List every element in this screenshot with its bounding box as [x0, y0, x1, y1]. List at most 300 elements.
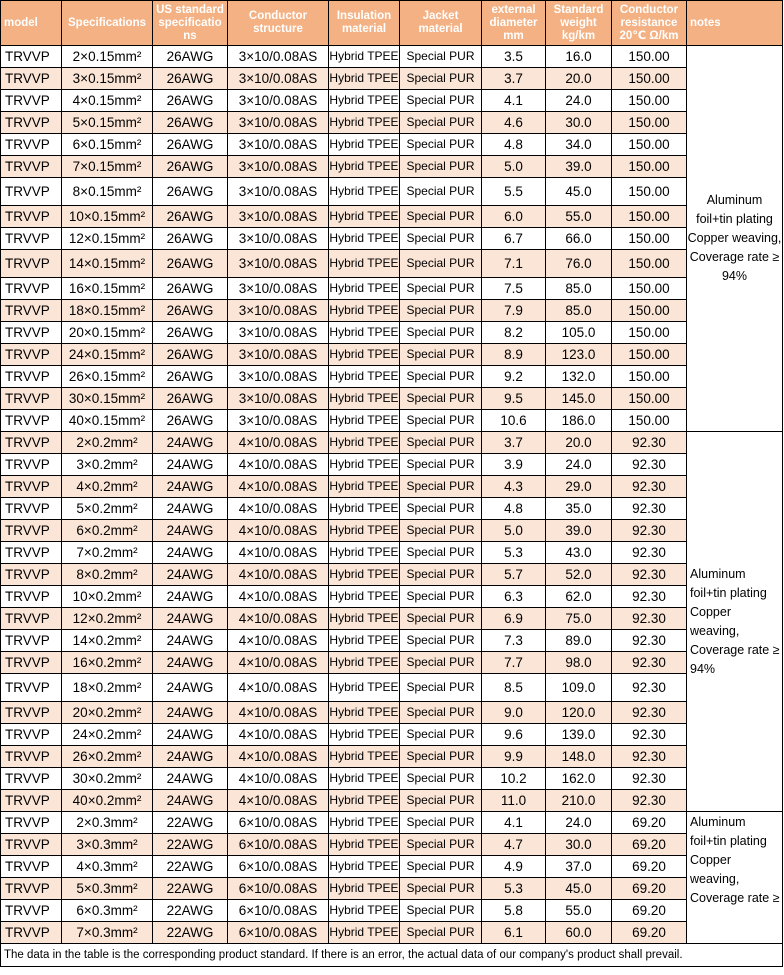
footer-row: [1, 944, 783, 967]
cell-weight: 24.0: [546, 454, 612, 476]
table-row: [1, 812, 783, 834]
cell-insulation: Hybrid TPEE: [329, 856, 400, 878]
cell-diameter: 4.6: [482, 112, 546, 134]
cell-weight: 98.0: [546, 652, 612, 674]
cell-weight: 85.0: [546, 278, 612, 300]
table-row: [1, 322, 783, 344]
cell-awg: 22AWG: [153, 812, 228, 834]
cell-conductor-structure: 3×10/0.08AS: [228, 178, 329, 206]
cell-weight: 30.0: [546, 112, 612, 134]
cell-weight: 39.0: [546, 520, 612, 542]
cell-specification: 26×0.2mm²: [62, 746, 153, 768]
cell-awg: 24AWG: [153, 790, 228, 812]
cell-specification: 3×0.15mm²: [62, 68, 153, 90]
table-row: [1, 454, 783, 476]
cell-insulation: Hybrid TPEE: [329, 300, 400, 322]
cell-jacket: Special PUR: [400, 834, 482, 856]
cell-insulation: Hybrid TPEE: [329, 922, 400, 944]
table-row: [1, 134, 783, 156]
cell-model: TRVVP: [1, 300, 62, 322]
cell-diameter: 3.5: [482, 46, 546, 68]
cell-diameter: 9.2: [482, 366, 546, 388]
cell-weight: 85.0: [546, 300, 612, 322]
cell-diameter: 9.5: [482, 388, 546, 410]
cell-model: TRVVP: [1, 746, 62, 768]
cell-weight: 30.0: [546, 834, 612, 856]
cell-model: TRVVP: [1, 366, 62, 388]
cell-diameter: 4.9: [482, 856, 546, 878]
cell-jacket: Special PUR: [400, 388, 482, 410]
cell-diameter: 7.1: [482, 250, 546, 278]
cell-insulation: Hybrid TPEE: [329, 476, 400, 498]
cell-diameter: 4.7: [482, 834, 546, 856]
cell-model: TRVVP: [1, 432, 62, 454]
notes-cell: Aluminum foil+tin plating Copper weaving, Coverage rate ≥: [687, 812, 783, 944]
cell-specification: 10×0.15mm²: [62, 206, 153, 228]
cell-resistance: 150.00: [612, 68, 687, 90]
table-row: [1, 674, 783, 702]
cell-model: TRVVP: [1, 768, 62, 790]
cell-diameter: 9.0: [482, 702, 546, 724]
cell-weight: 55.0: [546, 900, 612, 922]
table-row: [1, 432, 783, 454]
cell-model: TRVVP: [1, 278, 62, 300]
table-row: [1, 68, 783, 90]
cell-weight: 60.0: [546, 922, 612, 944]
cell-resistance: 92.30: [612, 498, 687, 520]
table-row: [1, 652, 783, 674]
header-conductor-resistance: Conductor resistance 20℃ Ω/km: [612, 1, 687, 46]
cell-specification: 2×0.3mm²: [62, 812, 153, 834]
cell-model: TRVVP: [1, 856, 62, 878]
cell-jacket: Special PUR: [400, 630, 482, 652]
cell-jacket: Special PUR: [400, 410, 482, 432]
cell-specification: 3×0.2mm²: [62, 454, 153, 476]
cell-jacket: Special PUR: [400, 112, 482, 134]
header-us-standard: US standard specificatio ns: [153, 1, 228, 46]
cell-awg: 24AWG: [153, 652, 228, 674]
cell-insulation: Hybrid TPEE: [329, 112, 400, 134]
cell-diameter: 4.3: [482, 476, 546, 498]
cell-awg: 26AWG: [153, 278, 228, 300]
cell-jacket: Special PUR: [400, 702, 482, 724]
cell-diameter: 10.2: [482, 768, 546, 790]
cell-diameter: 11.0: [482, 790, 546, 812]
cell-insulation: Hybrid TPEE: [329, 498, 400, 520]
cell-insulation: Hybrid TPEE: [329, 46, 400, 68]
header-specifications: Specifications: [62, 1, 153, 46]
cell-conductor-structure: 4×10/0.08AS: [228, 586, 329, 608]
cell-awg: 26AWG: [153, 366, 228, 388]
cell-resistance: 69.20: [612, 834, 687, 856]
cell-model: TRVVP: [1, 724, 62, 746]
cell-specification: 30×0.15mm²: [62, 388, 153, 410]
cell-weight: 20.0: [546, 68, 612, 90]
cell-weight: 29.0: [546, 476, 612, 498]
cell-weight: 123.0: [546, 344, 612, 366]
cell-diameter: 6.0: [482, 206, 546, 228]
cell-conductor-structure: 4×10/0.08AS: [228, 542, 329, 564]
header-jacket-material: Jacket material: [400, 1, 482, 46]
cell-jacket: Special PUR: [400, 250, 482, 278]
cell-conductor-structure: 3×10/0.08AS: [228, 134, 329, 156]
cell-model: TRVVP: [1, 410, 62, 432]
cell-resistance: 150.00: [612, 112, 687, 134]
cell-specification: 2×0.2mm²: [62, 432, 153, 454]
cell-weight: 186.0: [546, 410, 612, 432]
cell-specification: 40×0.15mm²: [62, 410, 153, 432]
cell-diameter: 6.1: [482, 922, 546, 944]
cell-weight: 34.0: [546, 134, 612, 156]
table-row: [1, 834, 783, 856]
cell-conductor-structure: 3×10/0.08AS: [228, 46, 329, 68]
table-row: [1, 746, 783, 768]
table-row: [1, 520, 783, 542]
cell-specification: 24×0.15mm²: [62, 344, 153, 366]
table-row: [1, 300, 783, 322]
cell-resistance: 150.00: [612, 206, 687, 228]
cell-model: TRVVP: [1, 454, 62, 476]
cell-resistance: 92.30: [612, 768, 687, 790]
cell-insulation: Hybrid TPEE: [329, 520, 400, 542]
cell-weight: 55.0: [546, 206, 612, 228]
table-row: [1, 278, 783, 300]
cell-weight: 76.0: [546, 250, 612, 278]
cell-model: TRVVP: [1, 702, 62, 724]
cell-conductor-structure: 6×10/0.08AS: [228, 812, 329, 834]
cell-conductor-structure: 3×10/0.08AS: [228, 322, 329, 344]
cell-awg: 22AWG: [153, 878, 228, 900]
cell-jacket: Special PUR: [400, 586, 482, 608]
cell-weight: 120.0: [546, 702, 612, 724]
cell-specification: 6×0.15mm²: [62, 134, 153, 156]
cell-resistance: 92.30: [612, 542, 687, 564]
cell-diameter: 5.3: [482, 542, 546, 564]
table-row: [1, 768, 783, 790]
cell-diameter: 4.1: [482, 812, 546, 834]
cell-awg: 26AWG: [153, 206, 228, 228]
cell-jacket: Special PUR: [400, 564, 482, 586]
cell-awg: 24AWG: [153, 520, 228, 542]
cell-insulation: Hybrid TPEE: [329, 178, 400, 206]
cell-specification: 18×0.15mm²: [62, 300, 153, 322]
cell-jacket: Special PUR: [400, 300, 482, 322]
cell-weight: 89.0: [546, 630, 612, 652]
cell-conductor-structure: 6×10/0.08AS: [228, 922, 329, 944]
table-row: [1, 878, 783, 900]
cell-resistance: 150.00: [612, 90, 687, 112]
table-body: [1, 46, 783, 944]
cell-insulation: Hybrid TPEE: [329, 410, 400, 432]
cell-resistance: 69.20: [612, 812, 687, 834]
cell-resistance: 150.00: [612, 366, 687, 388]
cell-model: TRVVP: [1, 586, 62, 608]
cell-resistance: 150.00: [612, 156, 687, 178]
cell-awg: 24AWG: [153, 498, 228, 520]
table-row: [1, 228, 783, 250]
cell-insulation: Hybrid TPEE: [329, 542, 400, 564]
cell-insulation: Hybrid TPEE: [329, 68, 400, 90]
cell-awg: 26AWG: [153, 344, 228, 366]
cell-weight: 45.0: [546, 878, 612, 900]
cell-specification: 4×0.3mm²: [62, 856, 153, 878]
cell-awg: 24AWG: [153, 454, 228, 476]
table-row: [1, 856, 783, 878]
cell-diameter: 8.5: [482, 674, 546, 702]
cell-specification: 16×0.15mm²: [62, 278, 153, 300]
cell-awg: 24AWG: [153, 432, 228, 454]
cell-model: TRVVP: [1, 134, 62, 156]
cell-model: TRVVP: [1, 790, 62, 812]
cell-conductor-structure: 4×10/0.08AS: [228, 432, 329, 454]
cell-awg: 24AWG: [153, 586, 228, 608]
cell-insulation: Hybrid TPEE: [329, 608, 400, 630]
cell-specification: 12×0.2mm²: [62, 608, 153, 630]
cell-awg: 22AWG: [153, 922, 228, 944]
cell-resistance: 92.30: [612, 724, 687, 746]
cell-weight: 24.0: [546, 90, 612, 112]
cell-resistance: 69.20: [612, 856, 687, 878]
cell-conductor-structure: 3×10/0.08AS: [228, 300, 329, 322]
cell-diameter: 6.3: [482, 586, 546, 608]
cell-jacket: Special PUR: [400, 520, 482, 542]
cell-insulation: Hybrid TPEE: [329, 90, 400, 112]
cell-awg: 26AWG: [153, 388, 228, 410]
cell-resistance: 92.30: [612, 432, 687, 454]
table-row: [1, 156, 783, 178]
cell-diameter: 8.9: [482, 344, 546, 366]
cell-resistance: 92.30: [612, 746, 687, 768]
cell-conductor-structure: 6×10/0.08AS: [228, 878, 329, 900]
cell-awg: 26AWG: [153, 300, 228, 322]
cell-awg: 26AWG: [153, 228, 228, 250]
cell-jacket: Special PUR: [400, 812, 482, 834]
cell-conductor-structure: 3×10/0.08AS: [228, 278, 329, 300]
table-row: [1, 388, 783, 410]
cell-conductor-structure: 4×10/0.08AS: [228, 608, 329, 630]
cell-weight: 105.0: [546, 322, 612, 344]
cell-awg: 26AWG: [153, 46, 228, 68]
notes-cell: Aluminum foil+tin plating Copper weaving, Coverage rate ≥ 94%: [687, 46, 783, 432]
cell-insulation: Hybrid TPEE: [329, 900, 400, 922]
cell-weight: 145.0: [546, 388, 612, 410]
cell-diameter: 3.7: [482, 68, 546, 90]
cell-conductor-structure: 4×10/0.08AS: [228, 746, 329, 768]
cell-jacket: Special PUR: [400, 608, 482, 630]
cell-specification: 5×0.15mm²: [62, 112, 153, 134]
cell-specification: 10×0.2mm²: [62, 586, 153, 608]
cell-weight: 62.0: [546, 586, 612, 608]
cell-conductor-structure: 4×10/0.08AS: [228, 674, 329, 702]
cell-diameter: 4.8: [482, 498, 546, 520]
cell-conductor-structure: 3×10/0.08AS: [228, 228, 329, 250]
cell-conductor-structure: 3×10/0.08AS: [228, 366, 329, 388]
cell-specification: 14×0.15mm²: [62, 250, 153, 278]
cell-model: TRVVP: [1, 878, 62, 900]
cell-insulation: Hybrid TPEE: [329, 702, 400, 724]
cell-weight: 148.0: [546, 746, 612, 768]
cell-conductor-structure: 4×10/0.08AS: [228, 790, 329, 812]
cell-conductor-structure: 3×10/0.08AS: [228, 388, 329, 410]
cell-specification: 6×0.3mm²: [62, 900, 153, 922]
cell-diameter: 5.0: [482, 156, 546, 178]
cell-diameter: 3.9: [482, 454, 546, 476]
cell-specification: 18×0.2mm²: [62, 674, 153, 702]
cell-diameter: 3.7: [482, 432, 546, 454]
cell-model: TRVVP: [1, 564, 62, 586]
cell-resistance: 150.00: [612, 278, 687, 300]
cell-conductor-structure: 3×10/0.08AS: [228, 156, 329, 178]
table-row: [1, 90, 783, 112]
cell-weight: 109.0: [546, 674, 612, 702]
cell-specification: 7×0.15mm²: [62, 156, 153, 178]
cell-specification: 5×0.2mm²: [62, 498, 153, 520]
cell-awg: 24AWG: [153, 724, 228, 746]
cell-weight: 210.0: [546, 790, 612, 812]
cell-diameter: 5.8: [482, 900, 546, 922]
cell-specification: 6×0.2mm²: [62, 520, 153, 542]
cell-specification: 24×0.2mm²: [62, 724, 153, 746]
cell-awg: 26AWG: [153, 410, 228, 432]
cell-jacket: Special PUR: [400, 178, 482, 206]
cell-diameter: 5.5: [482, 178, 546, 206]
cell-model: TRVVP: [1, 652, 62, 674]
table-row: [1, 178, 783, 206]
cell-diameter: 8.2: [482, 322, 546, 344]
cell-conductor-structure: 4×10/0.08AS: [228, 630, 329, 652]
cell-specification: 4×0.2mm²: [62, 476, 153, 498]
cell-insulation: Hybrid TPEE: [329, 674, 400, 702]
cell-weight: 45.0: [546, 178, 612, 206]
cell-conductor-structure: 3×10/0.08AS: [228, 112, 329, 134]
cell-specification: 16×0.2mm²: [62, 652, 153, 674]
cell-model: TRVVP: [1, 90, 62, 112]
cell-jacket: Special PUR: [400, 724, 482, 746]
cell-specification: 8×0.15mm²: [62, 178, 153, 206]
cell-resistance: 69.20: [612, 878, 687, 900]
cell-awg: 26AWG: [153, 134, 228, 156]
cell-conductor-structure: 4×10/0.08AS: [228, 768, 329, 790]
cell-awg: 26AWG: [153, 90, 228, 112]
header-insulation-material: Insulation material: [329, 1, 400, 46]
cell-specification: 14×0.2mm²: [62, 630, 153, 652]
cell-jacket: Special PUR: [400, 856, 482, 878]
cell-resistance: 69.20: [612, 900, 687, 922]
cell-jacket: Special PUR: [400, 790, 482, 812]
cell-insulation: Hybrid TPEE: [329, 156, 400, 178]
cell-jacket: Special PUR: [400, 156, 482, 178]
cell-resistance: 92.30: [612, 564, 687, 586]
cell-awg: 24AWG: [153, 564, 228, 586]
cell-awg: 24AWG: [153, 608, 228, 630]
cell-diameter: 6.9: [482, 608, 546, 630]
cell-weight: 66.0: [546, 228, 612, 250]
cell-insulation: Hybrid TPEE: [329, 278, 400, 300]
cell-awg: 22AWG: [153, 900, 228, 922]
cell-model: TRVVP: [1, 228, 62, 250]
cell-resistance: 92.30: [612, 608, 687, 630]
cell-conductor-structure: 6×10/0.08AS: [228, 856, 329, 878]
cell-awg: 26AWG: [153, 250, 228, 278]
cell-weight: 35.0: [546, 498, 612, 520]
cell-resistance: 150.00: [612, 178, 687, 206]
header-standard-weight: Standard weight kg/km: [546, 1, 612, 46]
cell-weight: 139.0: [546, 724, 612, 746]
cell-weight: 39.0: [546, 156, 612, 178]
table-row: [1, 922, 783, 944]
cell-jacket: Special PUR: [400, 878, 482, 900]
cell-awg: 26AWG: [153, 178, 228, 206]
cell-awg: 24AWG: [153, 702, 228, 724]
cell-awg: 24AWG: [153, 630, 228, 652]
cell-jacket: Special PUR: [400, 344, 482, 366]
cell-specification: 8×0.2mm²: [62, 564, 153, 586]
cell-insulation: Hybrid TPEE: [329, 206, 400, 228]
table-row: [1, 702, 783, 724]
cell-model: TRVVP: [1, 344, 62, 366]
cell-model: TRVVP: [1, 476, 62, 498]
cell-insulation: Hybrid TPEE: [329, 432, 400, 454]
cell-model: TRVVP: [1, 630, 62, 652]
cell-diameter: 5.7: [482, 564, 546, 586]
cell-insulation: Hybrid TPEE: [329, 322, 400, 344]
cell-model: TRVVP: [1, 542, 62, 564]
cell-weight: 52.0: [546, 564, 612, 586]
cell-weight: 24.0: [546, 812, 612, 834]
cell-specification: 30×0.2mm²: [62, 768, 153, 790]
cell-conductor-structure: 4×10/0.08AS: [228, 476, 329, 498]
cell-insulation: Hybrid TPEE: [329, 768, 400, 790]
cell-diameter: 10.6: [482, 410, 546, 432]
cell-specification: 20×0.15mm²: [62, 322, 153, 344]
table-row: [1, 542, 783, 564]
cell-insulation: Hybrid TPEE: [329, 790, 400, 812]
cell-awg: 24AWG: [153, 476, 228, 498]
table-row: [1, 476, 783, 498]
cell-specification: 3×0.3mm²: [62, 834, 153, 856]
cell-conductor-structure: 4×10/0.08AS: [228, 498, 329, 520]
table-row: [1, 46, 783, 68]
cell-specification: 40×0.2mm²: [62, 790, 153, 812]
cell-resistance: 150.00: [612, 344, 687, 366]
cell-insulation: Hybrid TPEE: [329, 746, 400, 768]
cell-specification: 20×0.2mm²: [62, 702, 153, 724]
cell-model: TRVVP: [1, 112, 62, 134]
cell-model: TRVVP: [1, 388, 62, 410]
cell-awg: 22AWG: [153, 856, 228, 878]
cell-insulation: Hybrid TPEE: [329, 250, 400, 278]
cell-model: TRVVP: [1, 834, 62, 856]
cell-resistance: 92.30: [612, 652, 687, 674]
cell-weight: 162.0: [546, 768, 612, 790]
cell-conductor-structure: 3×10/0.08AS: [228, 344, 329, 366]
header-conductor-structure: Conductor structure: [228, 1, 329, 46]
table-row: [1, 586, 783, 608]
cell-model: TRVVP: [1, 900, 62, 922]
cell-insulation: Hybrid TPEE: [329, 878, 400, 900]
table-row: [1, 498, 783, 520]
table-row: [1, 900, 783, 922]
cell-insulation: Hybrid TPEE: [329, 724, 400, 746]
table-row: [1, 790, 783, 812]
cell-diameter: 7.3: [482, 630, 546, 652]
cell-model: TRVVP: [1, 498, 62, 520]
cell-conductor-structure: 3×10/0.08AS: [228, 206, 329, 228]
table-row: [1, 410, 783, 432]
header-notes: notes: [687, 1, 783, 46]
cell-specification: 26×0.15mm²: [62, 366, 153, 388]
cell-awg: 24AWG: [153, 674, 228, 702]
